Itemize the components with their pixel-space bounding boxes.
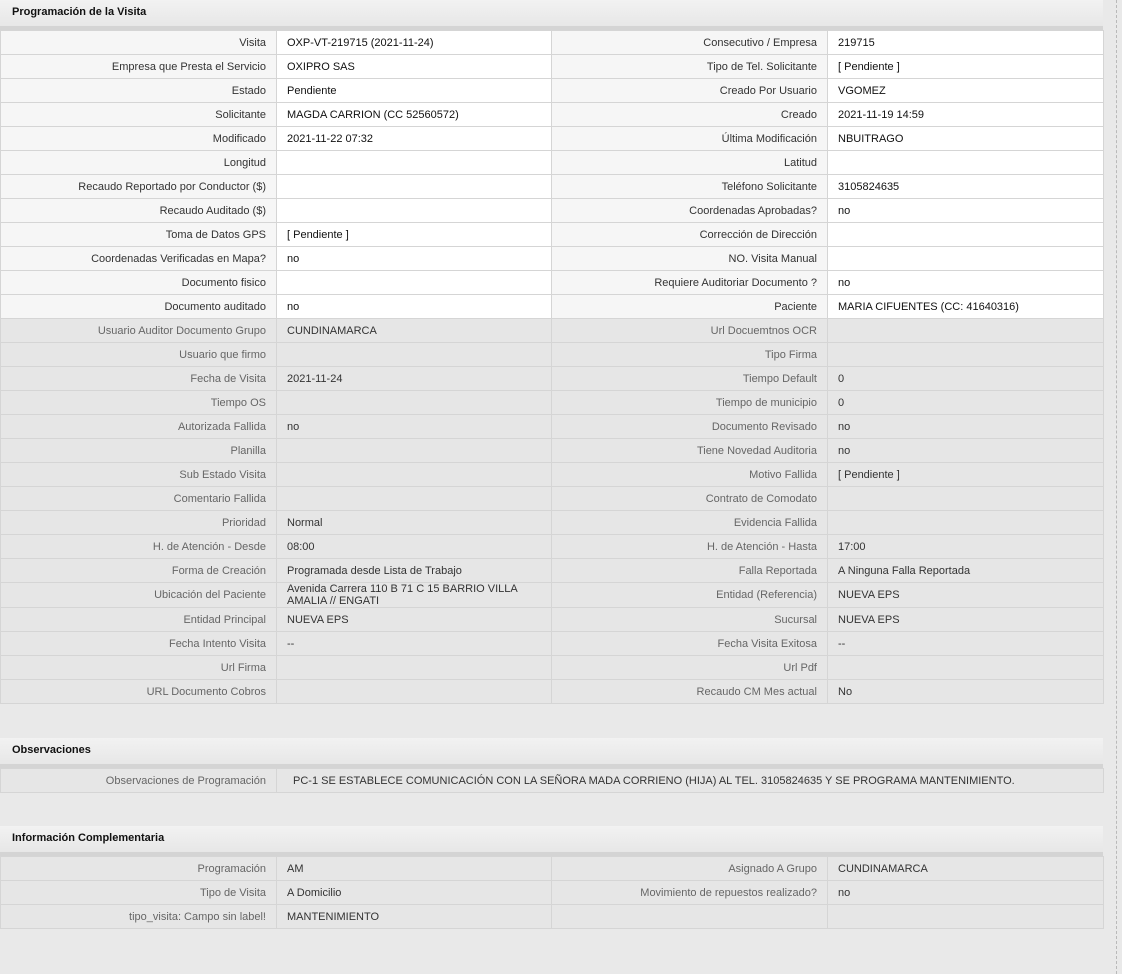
field-label: Teléfono Solicitante — [552, 175, 828, 199]
field-value: No — [828, 680, 1104, 704]
field-label: Modificado — [1, 127, 277, 151]
table-row — [1, 905, 1104, 929]
table-row — [1, 31, 1104, 55]
field-value: OXIPRO SAS — [277, 55, 552, 79]
field-label: Recaudo Auditado ($) — [1, 199, 277, 223]
field-label: Última Modificación — [552, 127, 828, 151]
table-row — [1, 175, 1104, 199]
field-label: Motivo Fallida — [552, 463, 828, 487]
field-value: [ Pendiente ] — [828, 55, 1104, 79]
field-label: Coordenadas Verificadas en Mapa? — [1, 247, 277, 271]
table-row — [1, 391, 1104, 415]
table-row — [1, 343, 1104, 367]
field-value — [828, 223, 1104, 247]
field-label: Asignado A Grupo — [552, 857, 828, 881]
field-label: Usuario que firmo — [1, 343, 277, 367]
table-row — [1, 559, 1104, 583]
field-label: Autorizada Fallida — [1, 415, 277, 439]
field-value: CUNDINAMARCA — [277, 319, 552, 343]
observaciones-table — [0, 768, 1104, 793]
field-label: Planilla — [1, 439, 277, 463]
table-row — [1, 127, 1104, 151]
field-value: 2021-11-22 07:32 — [277, 127, 552, 151]
field-value: no — [277, 415, 552, 439]
field-label: Fecha Intento Visita — [1, 632, 277, 656]
table-row — [1, 769, 1104, 793]
field-label: H. de Atención - Hasta — [552, 535, 828, 559]
field-label: Fecha de Visita — [1, 367, 277, 391]
observaciones-label: Observaciones de Programación — [1, 769, 277, 793]
table-row — [1, 223, 1104, 247]
table-row — [1, 55, 1104, 79]
page-edge-divider — [1116, 0, 1117, 974]
field-value: no — [828, 415, 1104, 439]
table-row — [1, 367, 1104, 391]
field-label: Comentario Fallida — [1, 487, 277, 511]
table-row — [1, 199, 1104, 223]
field-value: MANTENIMIENTO — [277, 905, 552, 929]
field-value: no — [277, 295, 552, 319]
field-value — [277, 439, 552, 463]
field-value: 219715 — [828, 31, 1104, 55]
field-value: 2021-11-24 — [277, 367, 552, 391]
field-value — [277, 487, 552, 511]
field-value — [828, 656, 1104, 680]
field-value — [277, 463, 552, 487]
field-value: Programada desde Lista de Trabajo — [277, 559, 552, 583]
field-label — [552, 905, 828, 929]
table-row — [1, 79, 1104, 103]
field-label: Entidad (Referencia) — [552, 583, 828, 608]
field-value: -- — [828, 632, 1104, 656]
table-row — [1, 632, 1104, 656]
field-value: NUEVA EPS — [828, 608, 1104, 632]
field-label: NO. Visita Manual — [552, 247, 828, 271]
field-value — [828, 905, 1104, 929]
field-label: Coordenadas Aprobadas? — [552, 199, 828, 223]
field-value — [277, 391, 552, 415]
table-row — [1, 656, 1104, 680]
field-value: MAGDA CARRION (CC 52560572) — [277, 103, 552, 127]
field-label: Tiempo de municipio — [552, 391, 828, 415]
observaciones-value: PC-1 SE ESTABLECE COMUNICACIÓN CON LA SEÑORA MADA CORRIENO (HIJA) AL TEL. 3105824635 Y SE PROGRAMA MANTENIMIENTO. — [277, 769, 1104, 793]
field-label: Longitud — [1, 151, 277, 175]
field-label: Forma de Creación — [1, 559, 277, 583]
field-value: NBUITRAGO — [828, 127, 1104, 151]
table-row — [1, 415, 1104, 439]
field-value — [277, 271, 552, 295]
field-label: Creado Por Usuario — [552, 79, 828, 103]
field-label: Entidad Principal — [1, 608, 277, 632]
field-label: URL Documento Cobros — [1, 680, 277, 704]
field-value: VGOMEZ — [828, 79, 1104, 103]
field-value: Avenida Carrera 110 B 71 C 15 BARRIO VILLA AMALIA // ENGATI — [277, 583, 552, 608]
table-row — [1, 680, 1104, 704]
field-label: Visita — [1, 31, 277, 55]
field-value: [ Pendiente ] — [828, 463, 1104, 487]
field-value: no — [828, 271, 1104, 295]
table-row — [1, 103, 1104, 127]
field-label: Consecutivo / Empresa — [552, 31, 828, 55]
field-value — [277, 199, 552, 223]
field-label: Solicitante — [1, 103, 277, 127]
field-label: Url Firma — [1, 656, 277, 680]
field-value: MARIA CIFUENTES (CC: 41640316) — [828, 295, 1104, 319]
field-label: Ubicación del Paciente — [1, 583, 277, 608]
field-label: tipo_visita: Campo sin label! — [1, 905, 277, 929]
field-value — [828, 319, 1104, 343]
field-label: Documento fisico — [1, 271, 277, 295]
field-value: OXP-VT-219715 (2021-11-24) — [277, 31, 552, 55]
field-value: [ Pendiente ] — [277, 223, 552, 247]
field-value: Pendiente — [277, 79, 552, 103]
field-label: Documento auditado — [1, 295, 277, 319]
field-label: Sub Estado Visita — [1, 463, 277, 487]
field-label: Tipo Firma — [552, 343, 828, 367]
field-value — [277, 151, 552, 175]
field-value: no — [828, 199, 1104, 223]
field-value: A Domicilio — [277, 881, 552, 905]
table-row — [1, 319, 1104, 343]
table-row — [1, 295, 1104, 319]
field-label: Corrección de Dirección — [552, 223, 828, 247]
field-value: NUEVA EPS — [828, 583, 1104, 608]
field-label: Tiempo Default — [552, 367, 828, 391]
field-label: Programación — [1, 857, 277, 881]
field-label: Toma de Datos GPS — [1, 223, 277, 247]
field-label: H. de Atención - Desde — [1, 535, 277, 559]
field-value: Normal — [277, 511, 552, 535]
section-title-observaciones: Observaciones — [0, 738, 1103, 768]
section-title-complementaria: Información Complementaria — [0, 826, 1103, 856]
table-row — [1, 857, 1104, 881]
field-value: 3105824635 — [828, 175, 1104, 199]
field-label: Fecha Visita Exitosa — [552, 632, 828, 656]
table-row — [1, 463, 1104, 487]
field-label: Tiene Novedad Auditoria — [552, 439, 828, 463]
field-value: A Ninguna Falla Reportada — [828, 559, 1104, 583]
field-label: Falla Reportada — [552, 559, 828, 583]
field-value — [828, 343, 1104, 367]
table-row — [1, 535, 1104, 559]
field-label: Requiere Auditoriar Documento ? — [552, 271, 828, 295]
field-value: 0 — [828, 367, 1104, 391]
field-label: Movimiento de repuestos realizado? — [552, 881, 828, 905]
complementaria-table — [0, 856, 1104, 929]
field-value — [828, 151, 1104, 175]
field-value — [277, 680, 552, 704]
field-value: AM — [277, 857, 552, 881]
field-value: 0 — [828, 391, 1104, 415]
field-value — [828, 247, 1104, 271]
table-row — [1, 511, 1104, 535]
table-row — [1, 247, 1104, 271]
field-value: no — [277, 247, 552, 271]
field-label: Creado — [552, 103, 828, 127]
table-row — [1, 271, 1104, 295]
field-value: no — [828, 881, 1104, 905]
field-value: 08:00 — [277, 535, 552, 559]
field-label: Contrato de Comodato — [552, 487, 828, 511]
field-value: -- — [277, 632, 552, 656]
table-row — [1, 487, 1104, 511]
field-label: Documento Revisado — [552, 415, 828, 439]
table-row — [1, 608, 1104, 632]
field-label: Prioridad — [1, 511, 277, 535]
field-label: Url Docuemtnos OCR — [552, 319, 828, 343]
field-label: Sucursal — [552, 608, 828, 632]
programacion-table — [0, 30, 1104, 704]
field-value: NUEVA EPS — [277, 608, 552, 632]
table-row — [1, 583, 1104, 608]
field-value — [277, 175, 552, 199]
field-value: CUNDINAMARCA — [828, 857, 1104, 881]
table-row — [1, 881, 1104, 905]
field-value: 2021-11-19 14:59 — [828, 103, 1104, 127]
field-value: 17:00 — [828, 535, 1104, 559]
table-row — [1, 439, 1104, 463]
field-label: Evidencia Fallida — [552, 511, 828, 535]
field-value — [277, 656, 552, 680]
field-label: Tipo de Visita — [1, 881, 277, 905]
field-value — [828, 511, 1104, 535]
field-label: Recaudo Reportado por Conductor ($) — [1, 175, 277, 199]
table-row — [1, 151, 1104, 175]
field-label: Tipo de Tel. Solicitante — [552, 55, 828, 79]
field-label: Tiempo OS — [1, 391, 277, 415]
field-label: Recaudo CM Mes actual — [552, 680, 828, 704]
field-label: Latitud — [552, 151, 828, 175]
field-label: Estado — [1, 79, 277, 103]
field-label: Paciente — [552, 295, 828, 319]
field-value: no — [828, 439, 1104, 463]
field-label: Usuario Auditor Documento Grupo — [1, 319, 277, 343]
field-value — [828, 487, 1104, 511]
field-label: Empresa que Presta el Servicio — [1, 55, 277, 79]
field-value — [277, 343, 552, 367]
section-title-programacion: Programación de la Visita — [0, 0, 1103, 30]
field-label: Url Pdf — [552, 656, 828, 680]
